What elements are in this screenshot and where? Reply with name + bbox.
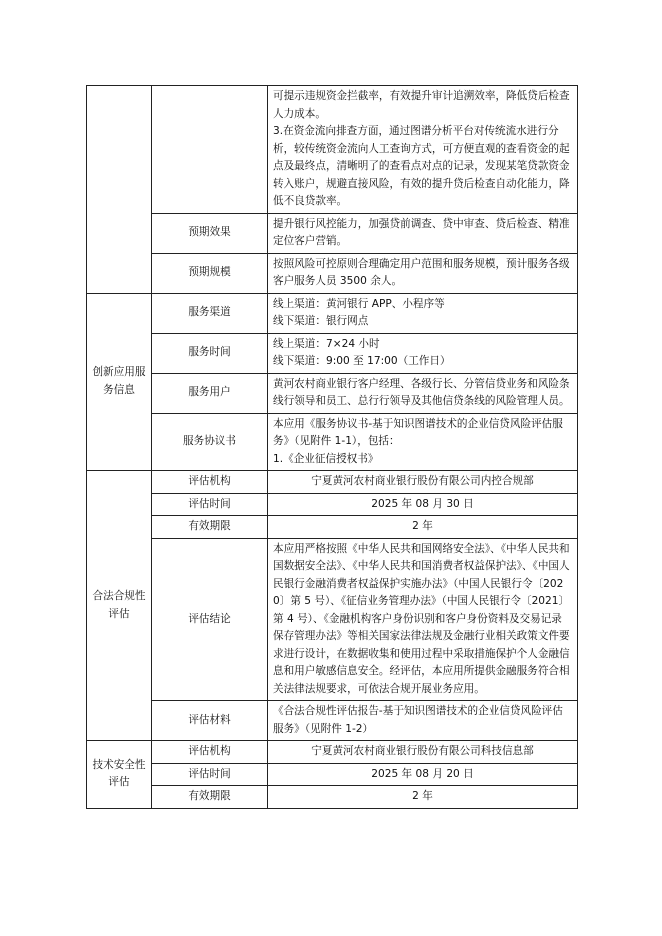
table-row — [87, 373, 578, 413]
channel-value — [268, 293, 578, 333]
info-table — [86, 85, 578, 809]
tech-validity-value: 2 年 — [268, 786, 578, 809]
table-row — [87, 786, 578, 809]
time-online: 线上渠道：7×24 小时 — [273, 337, 380, 350]
effect-value: 提升银行风控能力，加强贷前调查、贷中审查、贷后检查、精准定位客户营销。 — [268, 213, 578, 253]
agreement-label: 服务协议书 — [152, 413, 268, 471]
table-row — [87, 333, 578, 373]
table-row — [87, 493, 578, 516]
agreement-value — [268, 413, 578, 471]
users-label: 服务用户 — [152, 373, 268, 413]
content-cont-text-1: 可提示违规资金拦截率，有效提升审计追溯效率，降低贷后检查人力成本。 — [273, 90, 570, 120]
content-cont-text-2: 3.在资金流向排查方面，通过图谱分析平台对传统流水进行分析，较传统资金流向人工查询方式，可方便直观的查看资金的起点及最终点，清晰明了的查看点对点的记录，发现某笔贷款资金转入账户，规避直接风险，有效的提升贷后检查自动化能力，降低不良贷款率。 — [273, 125, 570, 207]
table-row — [87, 471, 578, 494]
tech-time-label: 评估时间 — [152, 763, 268, 786]
service-section-title: 创新应用服务信息 — [87, 293, 152, 471]
tech-org-label: 评估机构 — [152, 741, 268, 764]
effect-label: 预期效果 — [152, 213, 268, 253]
agreement-item-1: 1.《企业征信授权书》 — [273, 452, 379, 465]
content-cont-cell — [268, 86, 578, 214]
legal-org-label: 评估机构 — [152, 471, 268, 494]
legal-time-value: 2025 年 08 月 30 日 — [268, 493, 578, 516]
table-row — [87, 213, 578, 253]
agreement-text: 本应用《服务协议书-基于知识图谱技术的企业信贷风险评估服务》（见附件 1-1），包括： — [273, 417, 563, 447]
table-row — [87, 763, 578, 786]
legal-materials-label: 评估材料 — [152, 701, 268, 741]
legal-conclusion-value: 本应用严格按照《中华人民共和国网络安全法》、《中华人民共和国数据安全法》、《中华人民共和国消费者权益保护法》、《中国人民银行金融消费者权益保护实施办法》（中国人民银行令〔2020〕第 5 号）、《征信业务管理办法》（中国人民银行令〔2021〕第 4 号）、《金融机构客户身份识别和客户身份资料及交易记录保存管理办法》等相关国家法律法规及金融行业相关政策文件要求进行设计，在数据收集和使用过程中采取措施保护个人金融信息和用户敏感信息安全。经评估，本应用所提供金融服务符合相关法律法规要求，可依法合规开展业务应用。 — [268, 538, 578, 701]
scale-label: 预期规模 — [152, 253, 268, 293]
legal-org-value: 宁夏黄河农村商业银行股份有限公司内控合规部 — [268, 471, 578, 494]
legal-validity-label: 有效期限 — [152, 516, 268, 539]
table-row — [87, 538, 578, 701]
legal-conclusion-label: 评估结论 — [152, 538, 268, 701]
time-label: 服务时间 — [152, 333, 268, 373]
time-value — [268, 333, 578, 373]
users-value: 黄河农村商业银行客户经理、各级行长、分管信贷业务和风险条线行领导和员工、总行行领导及其他信贷条线的风险管理人员。 — [268, 373, 578, 413]
table-row — [87, 253, 578, 293]
scale-value: 按照风险可控原则合理确定用户范围和服务规模，预计服务各级客户服务人员 3500 余人。 — [268, 253, 578, 293]
legal-time-label: 评估时间 — [152, 493, 268, 516]
channel-offline: 线下渠道：银行网点 — [273, 315, 369, 327]
content-cont-label-cell — [152, 86, 268, 214]
channel-label: 服务渠道 — [152, 293, 268, 333]
tech-org-value: 宁夏黄河农村商业银行股份有限公司科技信息部 — [268, 741, 578, 764]
continued-section-cell — [87, 86, 152, 294]
channel-online: 线上渠道：黄河银行 APP、小程序等 — [273, 297, 445, 310]
table-row — [87, 413, 578, 471]
time-offline: 线下渠道：9:00 至 17:00（工作日） — [273, 355, 451, 367]
table-row — [87, 293, 578, 333]
table-row — [87, 741, 578, 764]
legal-materials-value: 《合法合规性评估报告-基于知识图谱技术的企业信贷风险评估服务》（见附件 1-2） — [268, 701, 578, 741]
legal-section-title: 合法合规性评估 — [87, 471, 152, 741]
tech-time-value: 2025 年 08 月 20 日 — [268, 763, 578, 786]
table-row — [87, 701, 578, 741]
table-row — [87, 86, 578, 214]
legal-validity-value: 2 年 — [268, 516, 578, 539]
tech-validity-label: 有效期限 — [152, 786, 268, 809]
table-row — [87, 516, 578, 539]
tech-section-title: 技术安全性评估 — [87, 741, 152, 809]
